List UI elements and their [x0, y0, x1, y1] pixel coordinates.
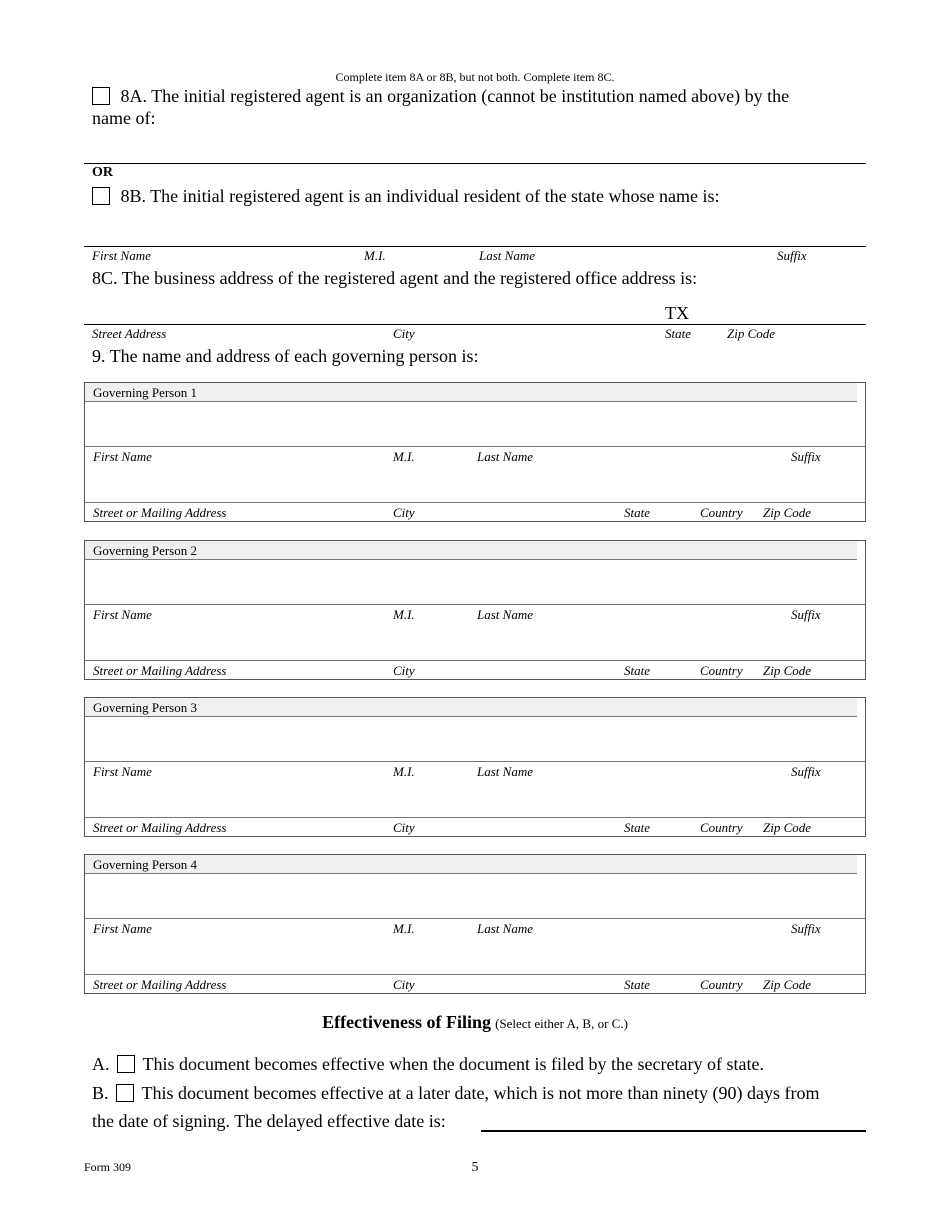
gp3-country-label: Country — [700, 820, 743, 835]
gp3-state-label: State — [624, 820, 650, 835]
item-8b-checkbox[interactable] — [92, 187, 110, 205]
gp1-suffix-label: Suffix — [791, 449, 821, 464]
item-8b-first-name-label: First Name — [92, 248, 151, 263]
item-8c-state-label: State — [665, 326, 691, 341]
delayed-date-field[interactable] — [481, 1108, 866, 1130]
item-8b-suffix-label: Suffix — [777, 248, 807, 263]
item-8b-line — [84, 246, 866, 247]
delayed-date-line — [481, 1130, 866, 1132]
item-8c-zip-label: Zip Code — [727, 326, 776, 341]
gp2-country-label: Country — [700, 663, 743, 678]
gp4-last-name-label: Last Name — [477, 921, 533, 936]
item-9-text: 9. The name and address of each governing person is: — [92, 346, 479, 366]
gp2-street-label: Street or Mailing Address — [93, 663, 227, 678]
item-8b-name-field[interactable] — [92, 212, 864, 244]
option-b-letter: B. — [92, 1083, 109, 1103]
gp3-zip-label: Zip Code — [763, 820, 812, 835]
item-8b-mi-label: M.I. — [364, 248, 386, 263]
governing-person-4-box — [84, 854, 866, 994]
gp4-name-line — [85, 918, 865, 919]
form-number: Form 309 — [84, 1160, 132, 1174]
option-a-checkbox[interactable] — [117, 1055, 135, 1073]
gp2-city-label: City — [393, 663, 415, 678]
gp4-mi-label: M.I. — [393, 921, 415, 936]
gp4-state-label: State — [624, 977, 650, 992]
option-a — [92, 1053, 862, 1075]
gp3-street-label: Street or Mailing Address — [93, 820, 227, 835]
item-8c-state-value[interactable]: TX — [665, 303, 689, 323]
governing-person-3-box — [84, 697, 866, 837]
effectiveness-subtitle: (Select either A, B, or C.) — [495, 1016, 628, 1031]
option-a-text: This document becomes effective when the document is filed by the secretary of state. — [142, 1054, 764, 1074]
item-8a-checkbox[interactable] — [92, 87, 110, 105]
gp4-city-label: City — [393, 977, 415, 992]
gp4-street-label: Street or Mailing Address — [93, 977, 227, 992]
governing-person-4-title: Governing Person 4 — [85, 855, 857, 874]
gp1-name-line — [85, 446, 865, 447]
gp4-zip-label: Zip Code — [763, 977, 812, 992]
option-a-letter: A. — [92, 1054, 110, 1074]
governing-person-2-title: Governing Person 2 — [85, 541, 857, 560]
gp4-address-line — [85, 974, 865, 975]
gp1-first-name-label: First Name — [93, 449, 152, 464]
gp2-mi-label: M.I. — [393, 607, 415, 622]
gp1-state-label: State — [624, 505, 650, 520]
gp3-first-name-label: First Name — [93, 764, 152, 779]
gp2-address-field[interactable] — [85, 625, 865, 659]
item-8a-name-field[interactable] — [92, 130, 864, 162]
option-b-text-cont: the date of signing. The delayed effective date is: — [92, 1111, 446, 1131]
gp2-name-line — [85, 604, 865, 605]
effectiveness-heading — [0, 1012, 950, 1033]
item-8a — [92, 85, 862, 107]
gp3-name-line — [85, 761, 865, 762]
item-8c-text: 8C. The business address of the registered agent and the registered office address is: — [92, 268, 698, 288]
item-8a-text-cont: name of: — [92, 108, 156, 128]
instructions-text: Complete item 8A or 8B, but not both. Complete item 8C. — [335, 70, 615, 84]
effectiveness-title: Effectiveness of Filing — [322, 1012, 492, 1032]
gp2-suffix-label: Suffix — [791, 607, 821, 622]
governing-person-2-box — [84, 540, 866, 680]
gp4-first-name-label: First Name — [93, 921, 152, 936]
or-label: OR — [92, 165, 113, 180]
item-8c-street-label: Street Address — [92, 326, 167, 341]
gp3-mi-label: M.I. — [393, 764, 415, 779]
gp4-country-label: Country — [700, 977, 743, 992]
gp3-city-label: City — [393, 820, 415, 835]
gp1-last-name-label: Last Name — [477, 449, 533, 464]
gp1-city-label: City — [393, 505, 415, 520]
governing-person-1-title: Governing Person 1 — [85, 383, 857, 402]
gp1-address-field[interactable] — [85, 467, 865, 501]
option-b — [92, 1082, 862, 1104]
gp2-address-line — [85, 660, 865, 661]
gp1-address-line — [85, 502, 865, 503]
gp2-last-name-label: Last Name — [477, 607, 533, 622]
gp3-suffix-label: Suffix — [791, 764, 821, 779]
gp4-suffix-label: Suffix — [791, 921, 821, 936]
option-b-text: This document becomes effective at a later date, which is not more than ninety (90) days from — [141, 1083, 820, 1103]
item-8a-line — [84, 163, 866, 164]
gp2-state-label: State — [624, 663, 650, 678]
gp2-zip-label: Zip Code — [763, 663, 812, 678]
page-number: 5 — [471, 1160, 479, 1175]
gp3-last-name-label: Last Name — [477, 764, 533, 779]
gp3-name-field[interactable] — [85, 718, 865, 760]
item-8c-city-label: City — [393, 326, 415, 341]
item-8c-line — [84, 324, 866, 325]
gp2-first-name-label: First Name — [93, 607, 152, 622]
gp1-country-label: Country — [700, 505, 743, 520]
gp1-zip-label: Zip Code — [763, 505, 812, 520]
gp1-mi-label: M.I. — [393, 449, 415, 464]
gp1-name-field[interactable] — [85, 403, 865, 445]
item-8b-last-name-label: Last Name — [479, 248, 535, 263]
governing-person-3-title: Governing Person 3 — [85, 698, 857, 717]
gp3-address-field[interactable] — [85, 782, 865, 816]
gp1-street-label: Street or Mailing Address — [93, 505, 227, 520]
gp2-name-field[interactable] — [85, 561, 865, 603]
option-b-checkbox[interactable] — [116, 1084, 134, 1102]
item-8a-text: 8A. The initial registered agent is an organization (cannot be institution named above) by the — [120, 86, 790, 106]
governing-person-1-box — [84, 382, 866, 522]
gp3-address-line — [85, 817, 865, 818]
item-8b — [92, 185, 862, 207]
gp4-address-field[interactable] — [85, 939, 865, 973]
item-8b-text: 8B. The initial registered agent is an individual resident of the state whose name is: — [120, 186, 720, 206]
gp4-name-field[interactable] — [85, 875, 865, 917]
item-8c-address-field[interactable] — [92, 292, 864, 322]
